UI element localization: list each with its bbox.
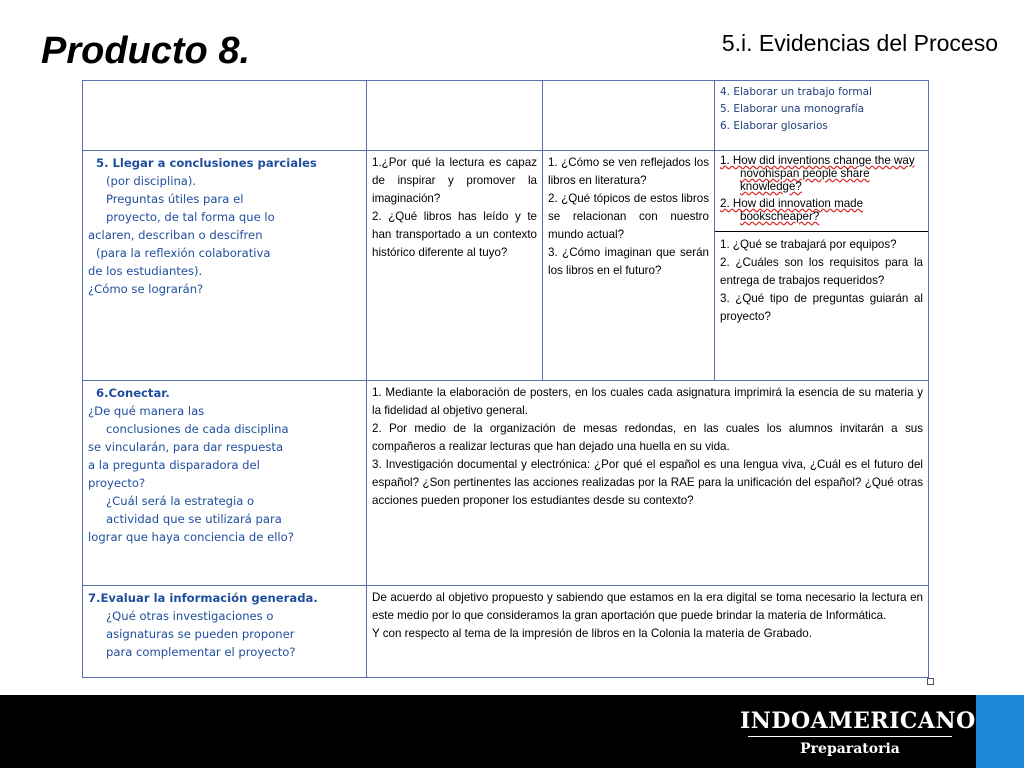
list-item: 2. ¿Qué tópicos de estos libros se relacionan con nuestro mundo actual?: [548, 192, 709, 241]
evidence-table: [82, 80, 929, 678]
list-item: 1. ¿Cómo se ven reflejados los libros en literatura?: [548, 156, 709, 187]
step-line: actividad que se utilizará para: [106, 512, 282, 526]
list-item: 2. ¿Cuáles son los requisitos para la entrega de trabajos requeridos?: [720, 256, 923, 287]
step-line: (para la reflexión colaborativa: [96, 246, 271, 260]
list-item: 3. Investigación documental y electrónica: ¿Por qué el español es una lengua viva, ¿Cuál es el futuro del español? ¿Son pertinentes las acciones realizadas por la RAE para la unificación del español? ¿Qué otras acciones pueden proponer los estudiantes desde su contexto?: [372, 458, 923, 507]
evaluation-cell: [367, 586, 929, 678]
brand-divider: [748, 736, 952, 737]
page-subtitle: 5.i. Evidencias del Proceso: [721, 30, 998, 56]
list-item: 1. Mediante la elaboración de posters, en los cuales cada asignatura imprimirá la esencia de su materia y la fidelidad al objetivo general.: [372, 386, 923, 417]
step-heading: 7.Evaluar la información generada.: [88, 591, 318, 605]
table-row: [83, 586, 929, 678]
list-item: 2. How did innovation made bookscheaper?: [720, 197, 864, 223]
step-line: proyecto, de tal forma que lo: [106, 210, 275, 224]
table-row: [83, 81, 929, 151]
list-item: 5. Elaborar una monografía: [720, 103, 865, 115]
step-line: de los estudiantes).: [88, 264, 203, 278]
table-cell: [367, 81, 543, 151]
list-item: 3. ¿Cómo imaginan que serán los libros en el futuro?: [548, 246, 709, 277]
list-item: Y con respecto al tema de la impresión de libros en la Colonia la materia de Grabado.: [372, 627, 812, 640]
questions-cell-2: [543, 151, 715, 381]
step-6-cell: [83, 381, 367, 586]
step-line: se vincularán, para dar respuesta: [88, 440, 284, 454]
list-item: 4. Elaborar un trabajo formal: [720, 86, 872, 98]
step-7-cell: [83, 586, 367, 678]
list-item: 2. Por medio de la organización de mesas redondas, en las cuales los alumnos invitarán a sus compañeros a realizar lecturas que han dejado una huella en su vida.: [372, 422, 923, 453]
step-line: lograr que haya conciencia de ello?: [88, 530, 294, 544]
step-line: Preguntas útiles para el: [106, 192, 244, 206]
step-line: para complementar el proyecto?: [106, 645, 296, 659]
list-item: 1. How did inventions change the way novohispan people share knowledge?: [720, 154, 915, 193]
step-line: conclusiones de cada disciplina: [106, 422, 289, 436]
table-cell: [83, 81, 367, 151]
questions-cell-3: [715, 151, 929, 381]
list-item: De acuerdo al objetivo propuesto y sabiendo que estamos en la era digital se toma necesario la lectura en este medio por lo que consideramos la gran aportación que puede brindar la materia de Informática.: [372, 591, 923, 622]
step-heading: 6.Conectar.: [96, 386, 170, 400]
step-line: (por disciplina).: [106, 174, 197, 188]
brand-sub: Preparatoria: [800, 741, 900, 757]
step-5-cell: [83, 151, 367, 381]
list-item: 6. Elaborar glosarios: [720, 120, 828, 132]
brand-name: INDOAMERICANO: [740, 708, 976, 734]
table-row: [83, 381, 929, 586]
english-questions: [715, 154, 928, 232]
step-line: ¿Cuál será la estrategia o: [106, 494, 255, 508]
page-title: Producto 8.: [41, 30, 251, 72]
actions-cell: [367, 381, 929, 586]
list-item: 1.¿Por qué la lectura es capaz de inspirar y promover la imaginación?: [372, 156, 537, 205]
brand-logo: [740, 708, 976, 757]
step-line: ¿De qué manera las: [88, 404, 205, 418]
list-item: 3. ¿Qué tipo de preguntas guiarán al proyecto?: [720, 292, 923, 323]
list-item: 1. ¿Qué se trabajará por equipos?: [720, 238, 897, 251]
resize-handle[interactable]: [927, 678, 934, 685]
table-cell: [715, 81, 929, 151]
step-line: ¿Cómo se lograrán?: [88, 282, 204, 296]
list-item: 2. ¿Qué libros has leído y te han transportado a un contexto histórico diferente al tuyo?: [372, 210, 537, 259]
step-heading: 5. Llegar a conclusiones parciales: [96, 156, 317, 170]
step-line: ¿Qué otras investigaciones o: [106, 609, 274, 623]
step-line: aclaren, describan o descifren: [88, 228, 263, 242]
questions-cell-1: [367, 151, 543, 381]
step-line: a la pregunta disparadora del: [88, 458, 260, 472]
footer-accent: [976, 695, 1024, 768]
step-line: proyecto?: [88, 476, 146, 490]
table-cell: [543, 81, 715, 151]
table-row: [83, 151, 929, 381]
step-line: asignaturas se pueden proponer: [106, 627, 295, 641]
